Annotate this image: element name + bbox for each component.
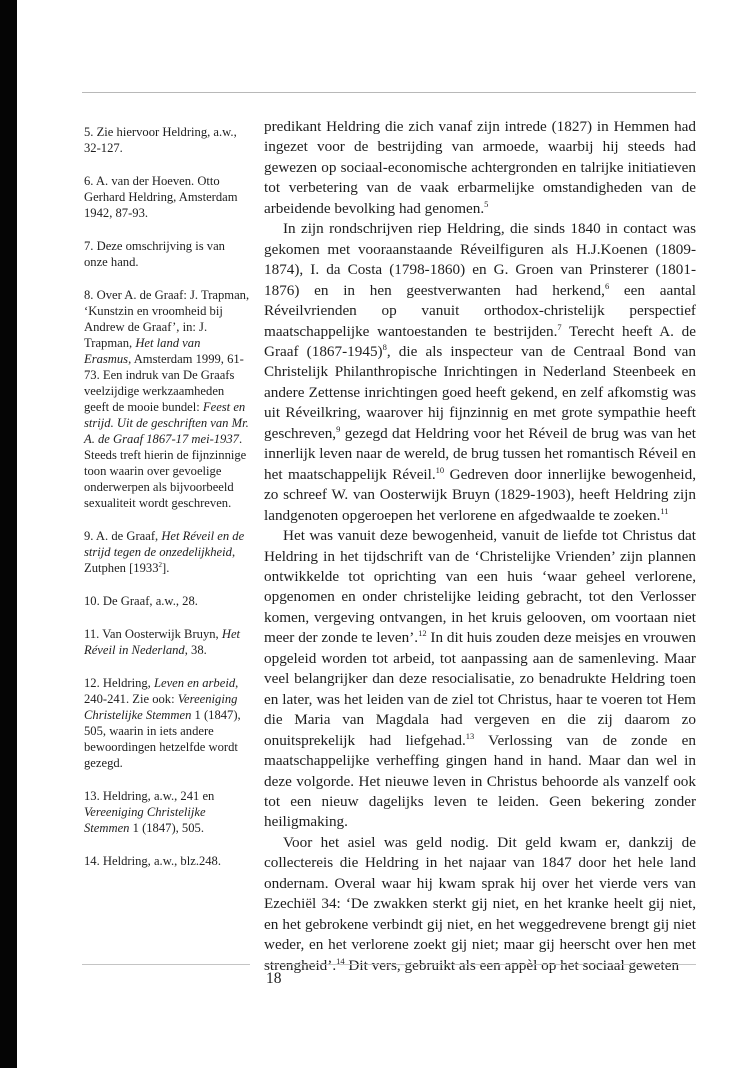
footnote-ref: 14	[336, 955, 345, 966]
paragraph-text: Gedreven door innerlijke bewogenheid, zo schreef W. van Oosterwijk Bruyn (1829-1903), heeft Heldring zijn landgenoten opgeroepen het verlorene en afgedwaalde te zoeken.	[264, 465, 696, 524]
footnote-number: 5.	[84, 125, 94, 139]
footnote-text: . Steeds treft hierin de fijnzinnige toon waarin over gevoelige onderwerpen als bijvoorbeeld sexualiteit wordt geschreven.	[84, 432, 247, 510]
footnote-text: ].	[162, 561, 170, 575]
footnote-ref: 5	[484, 198, 489, 209]
footnote-ref: 13	[465, 730, 475, 741]
footnote-sup: 2	[158, 561, 162, 569]
paragraph-2	[264, 219, 696, 526]
footnote-text: , Zutphen [1933	[84, 545, 236, 575]
footnote-ref: 11	[660, 505, 669, 516]
footnote-text: Heldring,	[102, 676, 154, 690]
footnote-number: 8.	[84, 288, 94, 302]
paragraph-text: Het was vanuit deze bewogenheid, vanuit de liefde tot Christus dat Heldring in het tijdschrift van de ‘Christelijke Vrienden’ zijn plannen ontwikkelde tot oprichting van een huis ‘waar geheel verlorene, opgenomen en onder christelijke leiding gebracht, tot den Verlosser komen, vergeving ontvangen, in het kruis gelooven, om voortaan niet meer der zonde te leven’.	[264, 527, 696, 647]
footnote-text: 1 (1847), 505, waarin in iets andere bewoordingen hetzelfde wordt gezegd.	[84, 708, 241, 770]
footnote-ref: 6	[604, 280, 610, 291]
paragraph-text: In dit huis zouden deze meisjes en vrouwen opgeleid worden tot arbeid, tot aanpassing aan de samenleving. Maar veel belangrijker dan deze resocialisatie, zo benadrukte Heldring toen en later, was het leiden van de ziel tot Christus, haar te voeren tot Hem die Maria van Magdala had vergeven en die zij daarom zo onuitsprekelijk had liefgehad.	[264, 629, 696, 749]
footer-rule-right	[264, 964, 696, 965]
footnote-number: 6.	[84, 174, 94, 188]
footnote-title: Leven en arbeid	[153, 676, 236, 690]
footnote-text: , 38.	[184, 643, 207, 657]
paragraph-text: gezegd dat Heldring voor het Réveil de brug was van het innerlijk leven naar de wereld, de brug tussen het romantisch Réveil en het maatschappelijk Réveil.	[264, 424, 696, 483]
footnote-11	[84, 626, 250, 658]
footnote-8	[84, 287, 250, 511]
footnote-5	[84, 124, 250, 156]
footnote-ref: 9	[336, 423, 341, 434]
footnote-title: Vereeniging Christelijke Stemmen	[84, 692, 238, 722]
footnote-text: Heldring, a.w., 241 en	[102, 789, 215, 803]
footnote-text: 1 (1847), 505.	[129, 821, 204, 835]
footnote-10	[84, 593, 250, 609]
footnote-12	[84, 675, 250, 771]
footnotes-column	[84, 124, 250, 886]
footnote-text: Deze omschrijving is van onze hand.	[84, 239, 225, 269]
paragraph-3	[264, 526, 696, 833]
footnote-number: 9.	[84, 529, 94, 543]
footnote-number: 13.	[84, 789, 100, 803]
paragraph-text: een aantal Réveilvrienden op vanuit orthodox-christelijk perspectief maatschappelijke wantoestanden te bestrijden.	[264, 281, 696, 340]
footnote-text: Van Oosterwijk Bruyn,	[102, 627, 222, 641]
footnote-text: Over A. de Graaf: J. Trapman, ‘Kunstzin en vroomheid bij Andrew de Graaf’, in: J. Trapman,	[84, 288, 250, 350]
footnote-6	[84, 173, 250, 221]
footnote-ref: 8	[382, 341, 387, 352]
footnote-number: 12.	[84, 676, 100, 690]
footnote-number: 10.	[84, 594, 100, 608]
paragraph-4	[264, 833, 696, 976]
footnote-text: , Amsterdam 1999, 61-73. Een indruk van De Graafs veelzijdige werkzaamheden geeft de mooie bundel:	[84, 352, 244, 414]
paragraph-1	[264, 117, 696, 219]
footnote-title: Het land van Erasmus	[84, 336, 201, 366]
footnote-ref: 7	[557, 321, 562, 332]
footnote-7	[84, 238, 250, 270]
footnote-text: De Graaf, a.w., 28.	[102, 594, 198, 608]
footnote-9	[84, 528, 250, 576]
footnote-text: , 240-241. Zie ook:	[84, 676, 239, 706]
top-rule	[82, 92, 696, 93]
footnote-14	[84, 853, 250, 869]
footnote-text: Zie hiervoor Heldring, a.w., 32-127.	[84, 125, 237, 155]
main-text-column	[264, 117, 696, 976]
footnote-ref: 12	[418, 628, 427, 639]
paragraph-text: Voor het asiel was geld nodig. Dit geld kwam er, dankzij de collectereis die Heldring in het najaar van 1847 door het hele land ondernam. Overal waar hij kwam sprak hij over het vierde vers van Ezechiël 34: ‘De zwakken sterkt gij niet, en het kranke heelt gij niet, en het gebrokene verbindt gij niet, en het weggedrevene brengt gij niet weder, en het verlorene zoekt gij niet; maar gij heerscht over hen met strengheid’.	[264, 833, 696, 974]
footnote-title: Het Réveil en de strijd tegen de onzedelijkheid	[84, 529, 245, 559]
scan-edge	[0, 0, 17, 1068]
paragraph-text: In zijn rondschrijven riep Heldring, die sinds 1840 in contact was gekomen met vooraanstaande Réveilfiguren als H.J.Koenen (1809-1874), I. da Costa (1798-1860) en G. Groen van Prinsterer (1801-1876) en in hen geestverwanten had herkend,	[264, 220, 696, 299]
footnote-number: 11.	[84, 627, 100, 641]
footnote-text: A. de Graaf,	[95, 529, 162, 543]
footnote-title: Feest en strijd. Uit de geschriften van Mr. A. de Graaf 1867-17 mei-1937	[84, 400, 249, 446]
footer-rule-left	[82, 964, 250, 965]
paragraph-text: Verlossing van de zonde en maatschappelijke verheffing gingen hand in hand. Maar dan wel in deze volgorde. Het nieuwe leven in Christus behoorde als vanzelf ook tot een nieuw dagelijks leven te leiden. Geen bekering zonder heiligmaking.	[264, 731, 696, 831]
footnote-text: A. van der Hoeven. Otto Gerhard Heldring, Amsterdam 1942, 87-93.	[84, 174, 238, 220]
footnote-number: 7.	[84, 239, 94, 253]
page-number: 18	[266, 970, 282, 987]
footnote-ref: 10	[435, 464, 445, 475]
footnote-text: Heldring, a.w., blz.248.	[102, 854, 222, 868]
footnote-13	[84, 788, 250, 836]
footnote-number: 14.	[84, 854, 100, 868]
footnote-title: Het Réveil in Nederland	[84, 627, 241, 657]
paragraph-text: Terecht heeft A. de Graaf (1867-1945)	[264, 322, 696, 360]
paragraph-text: , die als inspecteur van de Centraal Bond van Christelijk Philanthropische Inrichtingen in Nederland Steenbeek en andere Zettense inrichtingen goed heeft gekend, en zelf afkomstig was uit Réveilkring, waarover hij fijnzinnig en met grote sympathie heeft geschreven,	[264, 342, 696, 442]
footnote-title: Vereeniging Christelijke Stemmen	[84, 805, 206, 835]
paragraph-text: Dit vers, gebruikt als een appèl op het sociaal geweten	[344, 956, 680, 974]
paragraph-text: predikant Heldring die zich vanaf zijn intrede (1827) in Hemmen had ingezet voor de bestrijding van armoede, waarbij hij steeds had gewezen op sociaal-economische achtergronden en talrijke initiatieven tot verbetering van de vaak erbarmelijke omstandigheden van de arbeidende bevolking had genomen.	[264, 118, 696, 217]
